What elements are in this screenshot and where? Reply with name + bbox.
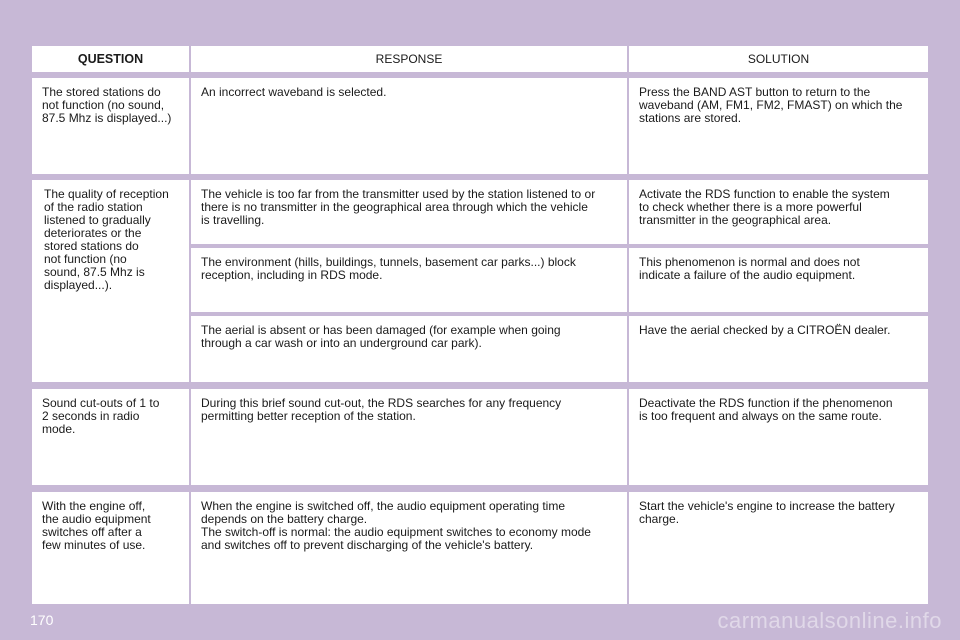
question-cell-4: With the engine off, the audio equipment switches off after a few minutes of use. xyxy=(32,492,189,604)
solution-cell-4: Start the vehicle's engine to increase the battery charge. xyxy=(629,492,928,604)
response-cell-3: During this brief sound cut-out, the RDS searches for any frequency permitting better reception of the station. xyxy=(191,389,627,485)
solution-cell-2b: This phenomenon is normal and does not indicate a failure of the audio equipment. xyxy=(629,248,928,312)
response-cell-4: When the engine is switched off, the audio equipment operating time depends on the battery charge. The switch-off is normal: the audio equipment switches to economy mode and switches off to prevent discharging of the vehicle's battery. xyxy=(191,492,627,604)
question-cell-2: The quality of reception of the radio station listened to gradually deteriorates or the stored stations do not function (no sound, 87.5 Mhz is displayed...). xyxy=(32,180,189,382)
header-question: QUESTION xyxy=(32,46,189,72)
page-number: 170 xyxy=(30,612,54,628)
solution-cell-1: Press the BAND AST button to return to the waveband (AM, FM1, FM2, FMAST) on which the stations are stored. xyxy=(629,78,928,174)
header-solution: SOLUTION xyxy=(629,46,928,72)
solution-cell-2a: Activate the RDS function to enable the system to check whether there is a more powerful transmitter in the geographical area. xyxy=(629,180,928,244)
response-cell-1: An incorrect waveband is selected. xyxy=(191,78,627,174)
watermark: carmanualsonline.info xyxy=(717,608,942,633)
response-cell-2c: The aerial is absent or has been damaged (for example when going through a car wash or into an underground car park). xyxy=(191,316,627,382)
question-cell-3: Sound cut-outs of 1 to 2 seconds in radio mode. xyxy=(32,389,189,485)
solution-cell-2c: Have the aerial checked by a CITROËN dealer. xyxy=(629,316,928,382)
question-cell-1: The stored stations do not function (no sound, 87.5 Mhz is displayed...) xyxy=(32,78,189,174)
response-cell-2b: The environment (hills, buildings, tunnels, basement car parks...) block reception, including in RDS mode. xyxy=(191,248,627,312)
solution-cell-3: Deactivate the RDS function if the phenomenon is too frequent and always on the same route. xyxy=(629,389,928,485)
response-cell-2a: The vehicle is too far from the transmitter used by the station listened to or there is no transmitter in the geographical area through which the vehicle is travelling. xyxy=(191,180,627,244)
header-response: RESPONSE xyxy=(191,46,627,72)
